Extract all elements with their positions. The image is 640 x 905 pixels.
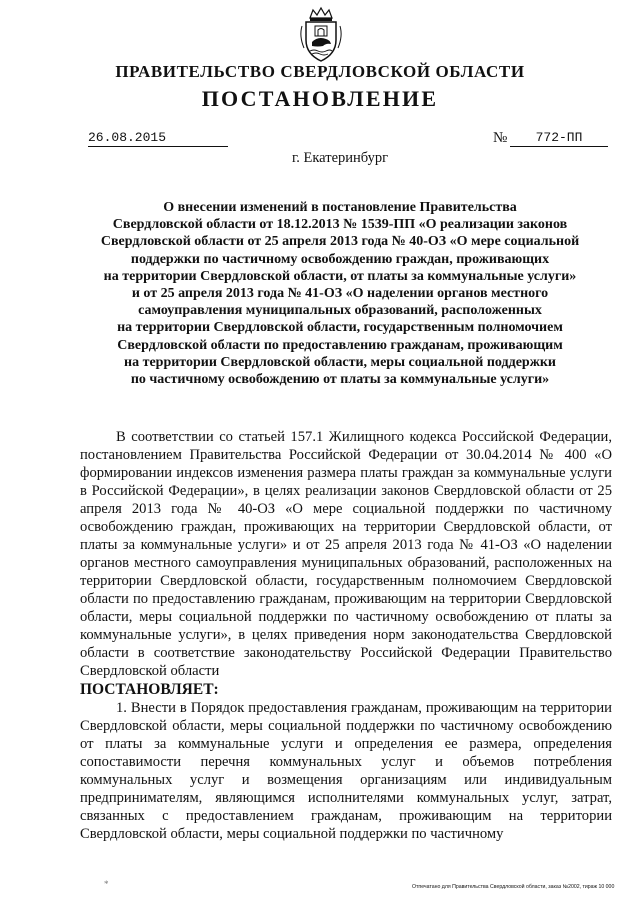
title-line: поддержки по частичному освобождению граждан, проживающих (130, 251, 550, 267)
title-line: О внесении изменений в постановление Правительства (163, 200, 517, 215)
title-line: на территории Свердловской области, государственным полномочием (117, 320, 563, 336)
document-number: 772-ПП (510, 130, 608, 147)
print-note: Отпечатано для Правительства Свердловской области, заказ №2002, тираж 10 000 (412, 884, 615, 890)
document-city: г. Екатеринбург (291, 150, 389, 166)
margin-mark: * (104, 879, 109, 889)
title-line: Свердловской области от 25 апреля 2013 года № 40-ОЗ «О мере социальной (100, 234, 580, 250)
resolves-heading: ПОСТАНОВЛЯЕТ: (80, 681, 219, 698)
title-line: Свердловской области от 18.12.2013 № 1539-ПП «О реализации законов (112, 217, 568, 233)
document-title (70, 199, 610, 388)
document-body (80, 428, 612, 843)
title-line: на территории Свердловской области, от платы за коммунальные услуги» (103, 268, 577, 284)
coat-of-arms-icon (296, 6, 346, 64)
preamble-paragraph: В соответствии со статьей 157.1 Жилищного кодекса Российской Федерации, постановлением Правительства Российской Федерации от 30.04.2014 № 400 «О формировании индексов изменения размера платы граждан за коммунальные услуги в Российской Федерации», в целях реализации законов Свердловской области от 25 апреля 2013 года № 40-ОЗ «О мере социальной поддержки по частичному освобождению граждан, проживающих на территории Свердловской области, от платы за коммунальные услуги» и от 25 апреля 2013 года № 41-ОЗ «О наделении органов местного самоуправления муниципальных образований, расположенных на территории Свердловской области, государственным полномочием Свердловской области по предоставлению гражданам, проживающим на территории Свердловской области, меры социальной поддержки по частичному освобождению от платы за коммунальные услуги», в целях приведения норм законодательства Свердловской области в соответствие законодательству Российской Федерации Правительство Свердловской области (80, 429, 612, 679)
title-line: на территории Свердловской области, меры социальной поддержки (124, 354, 556, 370)
document-date: 26.08.2015 (88, 130, 228, 147)
title-line: и от 25 апреля 2013 года № 41-ОЗ «О наделении органов местного (131, 286, 549, 302)
document-type: ПОСТАНОВЛЕНИЕ (201, 86, 439, 111)
title-line: Свердловской области по предоставлению гражданам, проживающим (117, 337, 563, 353)
title-line: по частичному освобождению от платы за коммунальные услуги» (130, 372, 550, 388)
number-label: № (493, 130, 508, 146)
government-name: ПРАВИТЕЛЬСТВО СВЕРДЛОВСКОЙ ОБЛАСТИ (115, 62, 525, 81)
item-1-paragraph: 1. Внести в Порядок предоставления гражданам, проживающим на территории Свердловской области, меры социальной поддержки по частичному освобождению от платы за коммунальные услуги и определения ее размера, определения сопоставимости перечня коммунальных услуг и объемов потребления коммунальных услуг и возмещения организациям или индивидуальным предпринимателям, являющимся исполнителями коммунальных услуг, затрат, связанных с предоставлением гражданам, проживающим на территории Свердловской области, меры социальной поддержки по частичному (80, 700, 612, 842)
title-line: самоуправления муниципальных образований, расположенных (138, 303, 542, 319)
